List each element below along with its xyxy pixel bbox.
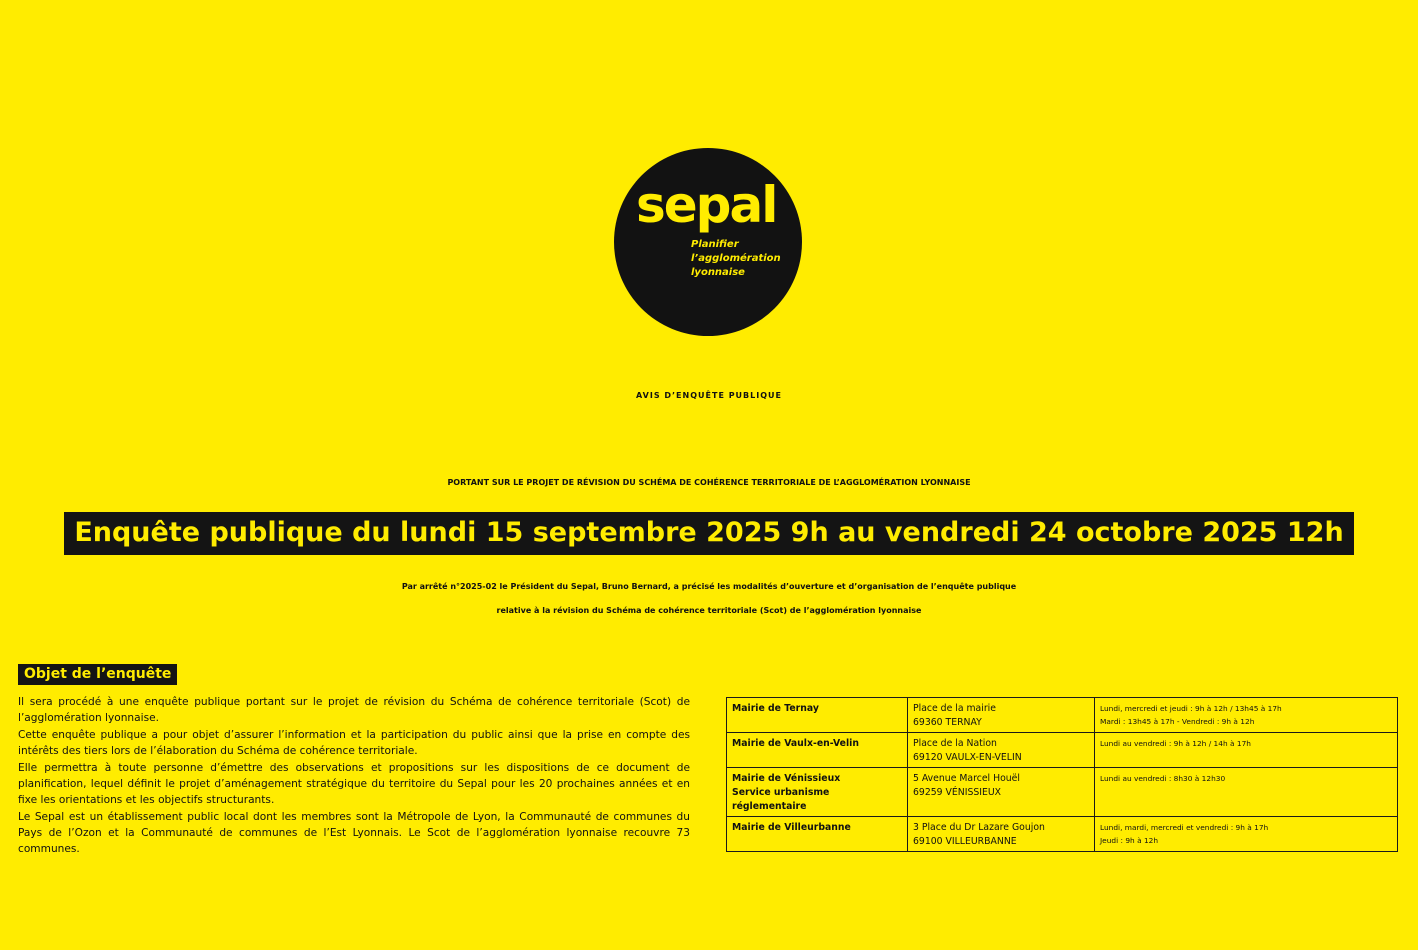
mairie-name: Mairie de Vaulx-en-Velin <box>732 738 859 749</box>
table-row <box>727 817 1398 852</box>
mairie-name: Mairie de Villeurbanne <box>732 822 851 833</box>
mairie-hours-cell <box>1095 698 1398 733</box>
mairie-name: Mairie de Vénissieux <box>732 773 841 784</box>
table-row <box>727 768 1398 817</box>
address-line: 3 Place du Dr Lazare Goujon <box>913 822 1045 833</box>
date-banner: Enquête publique du lundi 15 septembre 2025 9h au vendredi 24 octobre 2025 12h <box>64 512 1353 555</box>
decree-line-1: Par arrêté n°2025-02 le Président du Sepal, Bruno Bernard, a précisé les modalités d’ouverture et d’organisation de l’enquête publique <box>401 582 1017 591</box>
sepal-logo <box>614 148 802 336</box>
page-subtitle: PORTANT SUR LE PROJET DE RÉVISION DU SCHÉMA DE COHÉRENCE TERRITORIALE DE L’AGGLOMÉRATION LYONNAISE <box>447 478 971 487</box>
section-body <box>18 694 690 858</box>
hours-line: Lundi au vendredi : 9h à 12h / 14h à 17h <box>1100 739 1251 748</box>
decree-line-2: relative à la révision du Schéma de cohérence territoriale (Scot) de l’agglomération lyonnaise <box>496 606 922 615</box>
address-line: Place de la mairie <box>913 703 996 714</box>
address-line: 69100 VILLEURBANNE <box>913 836 1017 847</box>
hours-line: Mardi : 13h45 à 17h - Vendredi : 9h à 12h <box>1100 717 1255 726</box>
address-line: 5 Avenue Marcel Houël <box>913 773 1020 784</box>
mairie-name-cell <box>727 733 908 768</box>
hours-line: Lundi, mercredi et jeudi : 9h à 12h / 13h45 à 17h <box>1100 704 1282 713</box>
logo-tagline: Planifier l’agglomération lyonnaise <box>691 239 781 278</box>
logo-wordmark: sepal <box>636 176 777 234</box>
mairie-name-cell <box>727 698 908 733</box>
mairie-hours-cell <box>1095 768 1398 817</box>
page-title: AVIS D’ENQUÊTE PUBLIQUE <box>636 391 782 400</box>
address-line: Place de la Nation <box>913 738 997 749</box>
address-line: 69120 VAULX-EN-VELIN <box>913 752 1022 763</box>
mairie-address-cell <box>908 768 1095 817</box>
table-row <box>727 698 1398 733</box>
date-banner-wrap <box>0 512 1418 555</box>
address-line: 69259 VÉNISSIEUX <box>913 787 1002 798</box>
decree-text <box>0 575 1418 623</box>
mairie-address-cell <box>908 698 1095 733</box>
mairie-name-cell <box>727 768 908 817</box>
paragraph: Le Sepal est un établissement public local dont les membres sont la Métropole de Lyon, la Communauté de communes du Pays de l’Ozon et la Communauté de communes de l’Est Lyonnais. Le Scot de l’agglomération lyonnaise recouvre 73 communes. <box>18 811 690 855</box>
mairies-table <box>726 697 1398 852</box>
hours-line: Jeudi : 9h à 12h <box>1100 836 1159 845</box>
hours-line: Lundi, mardi, mercredi et vendredi : 9h à 17h <box>1100 823 1269 832</box>
table-row <box>727 733 1398 768</box>
mairie-hours-cell <box>1095 733 1398 768</box>
mairie-address-cell <box>908 733 1095 768</box>
paragraph: Cette enquête publique a pour objet d’assurer l’information et la participation du public ainsi que la prise en compte des intérêts des tiers lors de l’élaboration du Schéma de cohérence territoriale. <box>18 729 690 757</box>
section-label: Objet de l’enquête <box>18 664 177 685</box>
mairie-hours-cell <box>1095 817 1398 852</box>
paragraph: Il sera procédé à une enquête publique portant sur le projet de révision du Schéma de cohérence territoriale (Scot) de l’agglomération lyonnaise. <box>18 696 690 724</box>
hours-line: Lundi au vendredi : 8h30 à 12h30 <box>1100 774 1226 783</box>
mairie-name: Mairie de Ternay <box>732 703 819 714</box>
mairie-name-cell <box>727 817 908 852</box>
mairie-service: Service urbanisme réglementaire <box>732 787 830 812</box>
paragraph: Elle permettra à toute personne d’émettre des observations et propositions sur les dispositions de ce document de planification, lequel définit le projet d’aménagement stratégique du territoire du Sepal pour les 20 prochaines années et en fixe les orientations et les objectifs structurants. <box>18 762 690 806</box>
mairie-address-cell <box>908 817 1095 852</box>
address-line: 69360 TERNAY <box>913 717 982 728</box>
